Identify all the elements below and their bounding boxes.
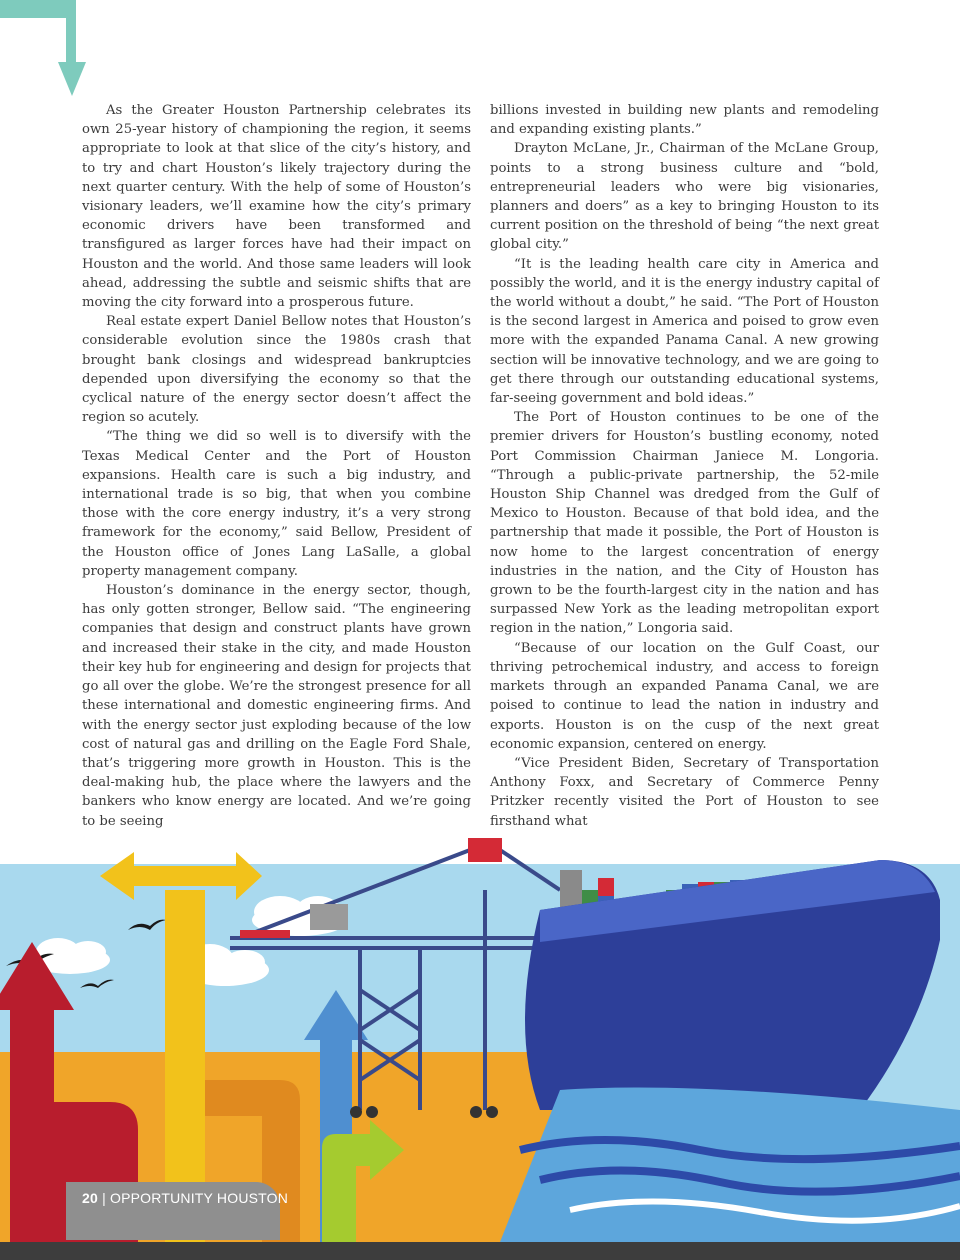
article-paragraph: “Vice President Biden, Secretary of Transportation Anthony Foxx, and Secretary of Commerce Penny Pritzker recently visited the Port of Houston to see firsthand what <box>490 755 879 829</box>
article-paragraph: The Port of Houston continues to be one of the premier drivers for Houston’s bustling economy, noted Port Commission Chairman Janiece M. Longoria. “Through a public-private partnership, the 52-mile Houston Ship Channel was dredged from the Gulf of Mexico to Houston. Because of that bold idea, and the partnership that made it possible, the Port of Houston is now home to the largest concentration of energy industries in the nation, and the City of Houston has grown to be the fourth-largest city in the nation and has surpassed New York as the leading metropolitan export region in the nation,” Longoria said. <box>490 410 879 637</box>
page-number: 20 <box>82 1190 98 1206</box>
page-footer <box>82 1190 288 1206</box>
publication-name: OPPORTUNITY HOUSTON <box>110 1190 289 1206</box>
port-illustration <box>0 830 960 1242</box>
article-paragraph: “Because of our location on the Gulf Coast, our thriving petrochemical industry, and access to foreign markets through an expanded Panama Canal, we are poised to continue to lead the nation in industry and exports. Houston is on the cusp of the next great economic expansion, centered on energy. <box>490 640 879 752</box>
bottom-bar <box>0 1242 960 1260</box>
article-right-column <box>490 101 879 831</box>
article-left-column <box>82 101 471 831</box>
article-paragraph: Real estate expert Daniel Bellow notes that Houston’s considerable evolution since the 1980s crash that brought bank closings and widespread bankruptcies depended upon diversifying the economy so that the cyclical nature of the energy sector doesn’t affect the region so acutely. <box>82 314 471 426</box>
article-paragraph: As the Greater Houston Partnership celebrates its own 25-year history of championing the region, it seems appropriate to look at that slice of the city’s history, and to try and chart Houston’s likely trajectory during the next quarter century. With the help of some of Houston’s visionary leaders, we’ll examine how the city’s primary economic drivers have been transformed and transfigured as larger forces have had their impact on Houston and the world. And those same leaders will look ahead, addressing the subtle and seismic shifts that are moving the city forward into a prosperous future. <box>82 103 471 311</box>
footer-separator: | <box>97 1190 111 1206</box>
article-paragraph: Houston’s dominance in the energy sector, though, has only gotten stronger, Bellow said. “The engineering companies that design and construct plants have grown and increased their stake in the city, and made Houston their key hub for engineering and design for projects that go all over the globe. We’re the strongest presence for all these international and domestic engineering firms. And with the energy sector just exploding because of the low cost of natural gas and drilling on the Eagle Ford Shale, that’s triggering more growth in Houston. This is the deal-making hub, the place where the lawyers and the bankers who know energy are located. And we’re going to be seeing <box>82 583 471 829</box>
corner-arrow-icon <box>0 0 120 100</box>
article-paragraph-continued: billions invested in building new plants and remodeling and expanding existing plants.” <box>490 103 879 138</box>
article-paragraph: “The thing we did so well is to diversify with the Texas Medical Center and the Port of Houston expansions. Health care is such a big industry, and international trade is so big, that when you combine those with the core energy industry, it’s a very strong framework for the economy,” said Bellow, President of the Houston office of Jones Lang LaSalle, a global property management company. <box>82 429 471 579</box>
article-paragraph: Drayton McLane, Jr., Chairman of the McLane Group, points to a strong business culture and “bold, entrepreneurial leaders who were big visionaries, planners and doers” as a key to bringing Houston to its current position on the threshold of being “the next great global city.” <box>490 141 879 253</box>
article-paragraph: “It is the leading health care city in America and possibly the world, and it is the energy industry capital of the world without a doubt,” he said. “The Port of Houston is the second largest in America and poised to grow even more with the expanded Panama Canal. A new growing section will be innovative technology, and we are going to get there through our outstanding educational systems, far-seeing government and bold ideas.” <box>490 256 879 407</box>
